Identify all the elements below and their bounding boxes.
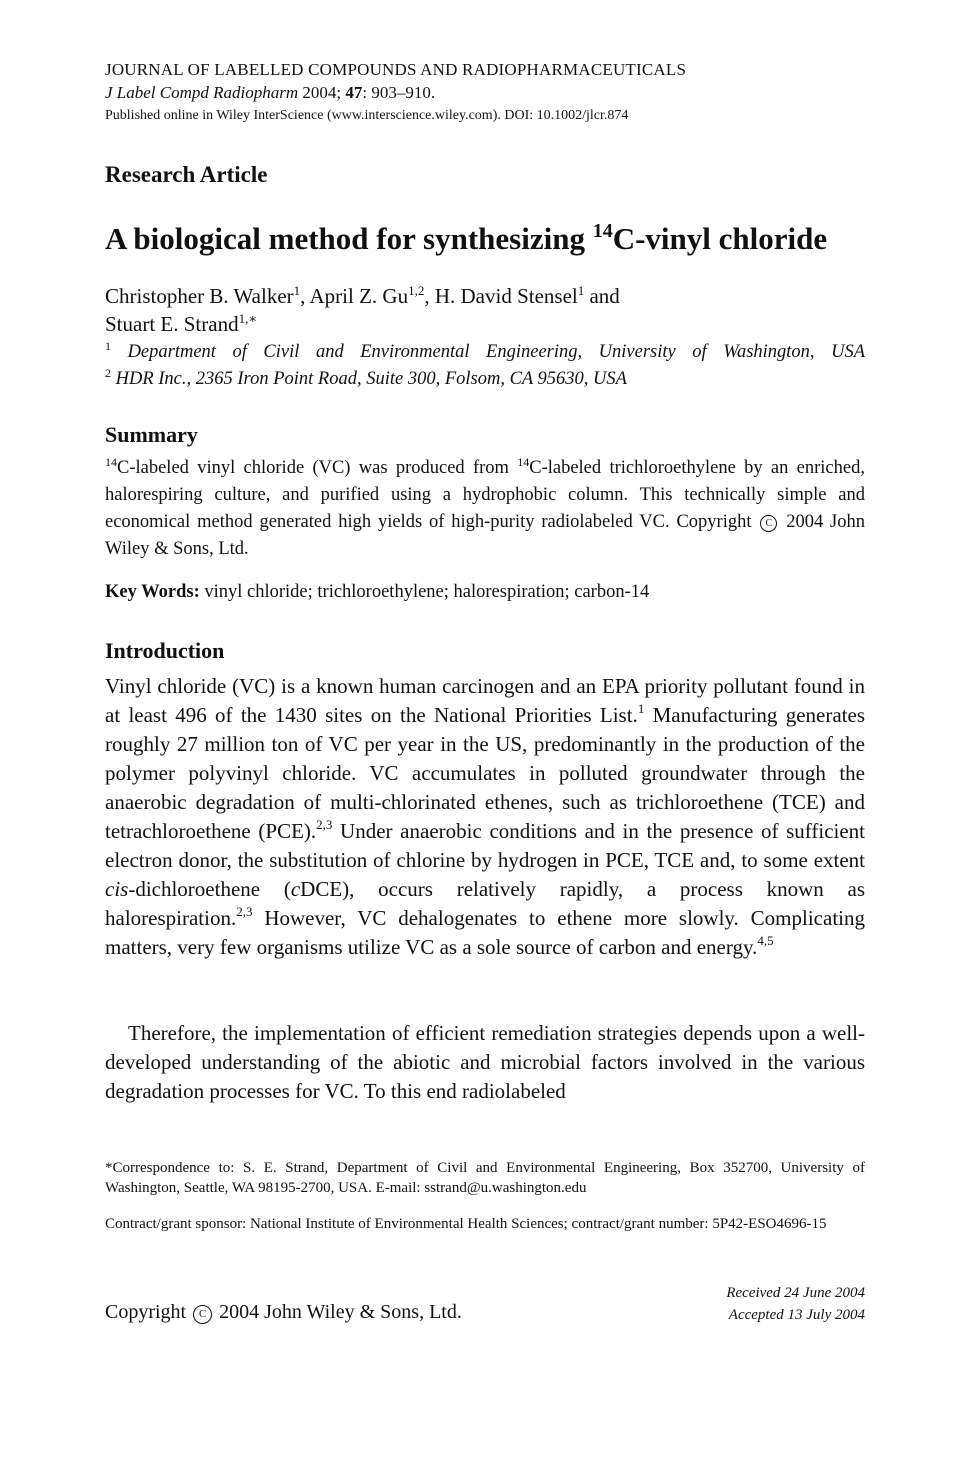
summary-text-2: C-labeled trichloroethylene by an enriched, halorespiring culture, and purified using a hydrophobic column. This technically simple and economical method generated high yields of high-purity radiolabeled VC. Copyright bbox=[105, 458, 865, 532]
citation-year: 2004; bbox=[302, 83, 342, 102]
isotope-sup: 14 bbox=[105, 455, 117, 469]
summary-heading: Summary bbox=[105, 422, 198, 447]
para-text: However, VC dehalogenates to ethene more slowly. Complicating matters, very few organisms utilize VC as a sole source of carbon and energy. bbox=[105, 906, 865, 959]
copyright-icon: C bbox=[193, 1305, 212, 1324]
journal-name: JOURNAL OF LABELLED COMPOUNDS AND RADIOPHARMACEUTICALS bbox=[105, 60, 687, 79]
author-name: Christopher B. Walker bbox=[105, 284, 294, 308]
title-before: A biological method for synthesizing bbox=[105, 221, 593, 256]
para-text: Under anaerobic conditions and in the presence of sufficient electron donor, the substitution of chlorine by hydrogen in PCE, TCE and, to some extent bbox=[105, 819, 866, 872]
keywords-line bbox=[105, 582, 649, 603]
para-text: -dichloroethene ( bbox=[128, 877, 291, 901]
keywords-text: vinyl chloride; trichloroethylene; halorespiration; carbon-14 bbox=[199, 582, 650, 602]
affiliation-1 bbox=[105, 339, 866, 363]
reference-sup: 1 bbox=[637, 701, 645, 716]
affiliation-number: 1 bbox=[105, 339, 111, 353]
affiliation-2 bbox=[105, 366, 865, 390]
para-text: Manufacturing generates roughly 27 million ton of VC per year in the US, predominantly in the production of the polymer polyvinyl chloride. VC accumulates in polluted groundwater through the anaerobic degradation of multi-chlorinated ethenes, such as trichloroethene (TCE) and tetrachloroethene (PCE). bbox=[105, 703, 865, 843]
author-affil-sup: 1,2 bbox=[408, 283, 425, 298]
para-text: Vinyl chloride (VC) is a known human carcinogen and an EPA priority pollutant found in at least 496 of the 1430 sites on the National Priorities List. bbox=[105, 674, 865, 727]
author-name: , April Z. Gu bbox=[300, 284, 409, 308]
copyright-icon: C bbox=[760, 515, 777, 532]
author-affil-sup: 1,∗ bbox=[238, 311, 258, 326]
introduction-paragraph-2: Therefore, the implementation of efficient remediation strategies depends upon a well-developed understanding of the abiotic and microbial factors involved in the various degradation processes for VC. To this end radiolabeled bbox=[105, 1021, 865, 1103]
reference-sup: 4,5 bbox=[757, 933, 774, 948]
introduction-heading: Introduction bbox=[105, 638, 225, 663]
author-name: , H. David Stensel bbox=[424, 284, 578, 308]
copyright-text: 2004 John Wiley & Sons, Ltd. bbox=[214, 1301, 462, 1323]
author-list bbox=[105, 282, 620, 338]
citation-abbrev: J Label Compd Radiopharm bbox=[105, 83, 299, 102]
article-type: Research Article bbox=[105, 162, 268, 187]
reference-sup: 2,3 bbox=[236, 904, 253, 919]
summary-text-1: C-labeled vinyl chloride (VC) was produced from bbox=[117, 458, 518, 478]
received-accepted-dates bbox=[726, 1282, 865, 1326]
para-italic: c bbox=[290, 877, 301, 901]
correspondence-footnote: *Correspondence to: S. E. Strand, Department of Civil and Environmental Engineering, Box 352700, University of Washington, Seattle, WA 98195-2700, USA. E-mail: sstrand@u.washington.edu bbox=[105, 1160, 865, 1196]
published-online-line: Published online in Wiley InterScience (www.interscience.wiley.com). DOI: 10.1002/jlcr.874 bbox=[105, 108, 629, 123]
author-name: Stuart E. Strand bbox=[105, 312, 239, 336]
citation-line bbox=[105, 83, 435, 103]
para-italic: cis bbox=[105, 877, 129, 901]
footer-copyright bbox=[105, 1301, 462, 1324]
reference-sup: 2,3 bbox=[316, 817, 333, 832]
affiliation-text: HDR Inc., 2365 Iron Point Road, Suite 300, Folsom, CA 95630, USA bbox=[115, 369, 627, 389]
citation-pages: : 903–910. bbox=[362, 83, 436, 102]
affiliation-number: 2 bbox=[105, 366, 111, 380]
author-affil-sup: 1 bbox=[293, 283, 301, 298]
accepted-date: Accepted 13 July 2004 bbox=[728, 1307, 865, 1323]
copyright-text: Copyright bbox=[105, 1301, 192, 1323]
title-after: C-vinyl chloride bbox=[612, 221, 828, 256]
summary-text-3: 2004 John Wiley & Sons, Ltd. bbox=[105, 512, 865, 559]
introduction-paragraph-1 bbox=[105, 672, 865, 962]
article-title bbox=[105, 221, 827, 257]
para-text: DCE), occurs relatively rapidly, a process known as halorespiration. bbox=[105, 877, 865, 930]
isotope-sup: 14 bbox=[517, 455, 530, 469]
contract-footnote: Contract/grant sponsor: National Institute of Environmental Health Sciences; contract/grant number: 5P42-ESO4696-15 bbox=[105, 1216, 827, 1232]
author-affil-sup: 1 bbox=[577, 283, 585, 298]
summary-paragraph bbox=[105, 455, 865, 563]
author-and: and bbox=[584, 284, 620, 308]
title-superscript: 14 bbox=[592, 220, 613, 242]
received-date: Received 24 June 2004 bbox=[726, 1285, 865, 1301]
affiliation-text: Department of Civil and Environmental Engineering, University of Washington, USA bbox=[127, 342, 866, 362]
keywords-label: Key Words: bbox=[105, 582, 200, 602]
citation-volume: 47 bbox=[345, 83, 363, 102]
